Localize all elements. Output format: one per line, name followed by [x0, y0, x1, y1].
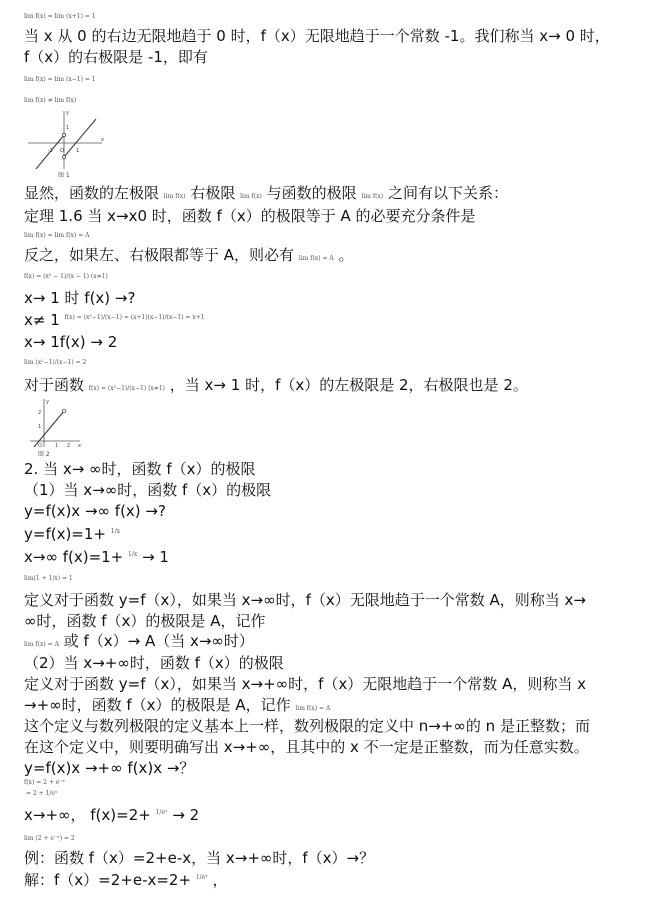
l30-frac: 1/eˣ — [155, 809, 168, 816]
def-limit-infinity-line1: 定义对于函数 y=f（x），如果当 x→∞时，f（x）无限地趋于一个常数 A，则称当 x→ — [24, 591, 586, 609]
fig1-label-neg1: -1 — [48, 148, 53, 154]
l17-frac: 1/x — [110, 528, 121, 535]
para-conversely — [24, 246, 354, 264]
fig2-open-point — [62, 409, 66, 413]
line-x-to-1-question: x→ 1 时 f(x) →? — [24, 289, 136, 307]
line-x-plus-infinity-result — [24, 806, 199, 828]
para-sequence-compare-1: 这个定义与数列极限的定义基本上一样，数列极限的定义中 n→+∞的 n 是正整数；而 — [24, 717, 590, 735]
figure-1-graph — [24, 107, 108, 179]
line-y-fx-infinity: y=f(x)x →∞ f(x) →? — [24, 502, 166, 520]
formula-limit-1-plus-1-over-x: lim(1 + 1/x) = 1 — [24, 575, 73, 582]
para-right-limit-intro: 当 x 从 0 的右边无限地趋于 0 时，f（x）无限地趋于一个常数 -1。我们称当 x→ 0 时， — [24, 27, 610, 45]
l4-text-c: 与函数的极限 — [266, 184, 357, 202]
fig1-label-1a: 1 — [66, 125, 70, 131]
l7-text-b: 。 — [338, 246, 354, 264]
formula-limit-2: lim (x²−1)/(x−1) = 2 — [24, 359, 87, 366]
l18-frac: 1/x — [128, 551, 138, 558]
fig1-label-y: y — [66, 110, 69, 116]
figure-2-graph — [24, 397, 84, 459]
theorem-1-6: 定理 1.6 当 x→x0 时，函数 f（x）的极限等于 A 的必要充分条件是 — [24, 207, 476, 225]
def-limit-plus-infinity-line1: 定义对于函数 y=f（x），如果当 x→+∞时，f（x）无限地趋于一个常数 A，则称当 x — [24, 675, 586, 693]
fig1-open-point-bottom — [62, 155, 65, 158]
def-limit-infinity-notation — [24, 632, 254, 650]
formula-fx-2-plus-1-over-e: = 2 + 1/eˣ — [26, 790, 58, 797]
l30-text-b: → 2 — [172, 806, 200, 824]
fig1-label-1b: 1 — [76, 148, 80, 154]
subsection-1-heading: （1）当 x→∞时，函数 f（x）的极限 — [24, 481, 272, 499]
l7-formula: lim f(x) = A — [298, 255, 334, 262]
def-limit-infinity-line2: ∞时，函数 f（x）的极限是 A，记作 — [24, 612, 266, 630]
fig2-label-x: x — [78, 443, 81, 449]
l13-text-b: ，当 x→ 1 时，f（x）的左极限是 2，右极限也是 2。 — [169, 376, 528, 394]
para-left-right-limit-relation — [24, 184, 508, 202]
l4-text-d: 之间有以下关系： — [387, 184, 508, 202]
fig2-label-y: y — [46, 399, 49, 405]
para-right-limit-value: f（x）的右极限是 -1，即有 — [24, 48, 208, 66]
l4-text-a: 显然，函数的左极限 — [24, 184, 160, 202]
example-solution — [24, 871, 228, 893]
l7-text-a: 反之，如果左、右极限都等于 A，则必有 — [24, 246, 295, 264]
l33-frac: 1/eˣ — [195, 874, 208, 881]
l33-text-a: 解：f（x）=2+e-x=2+ — [24, 871, 192, 889]
fig2-label-1: 1 — [38, 424, 42, 430]
line-y-1-plus-1-over-x — [24, 525, 120, 547]
l10-text: x≠ 1 — [24, 311, 60, 329]
fig2-label-x2: 2 — [67, 443, 71, 449]
l18-text-b: → 1 — [142, 548, 169, 566]
formula-fx-2-plus-e: f(x) = 2 + e⁻ˣ — [24, 779, 66, 786]
l25-text: →+∞时，函数 f（x）的极限是 A，记作 — [24, 696, 291, 714]
fig1-open-point-top — [62, 133, 65, 136]
l10-formula: f(x) = (x²−1)/(x−1) = (x+1)(x−1)/(x−1) = x+1 — [64, 314, 205, 321]
fig2-caption: 图 2 — [38, 451, 50, 458]
l22-formula: lim f(x) = A — [24, 641, 59, 648]
l33-text-b: ， — [212, 871, 228, 889]
subsection-2-heading: （2）当 x→+∞时，函数 f（x）的极限 — [24, 654, 284, 672]
line-x-infinity-limit — [24, 548, 169, 570]
l4-text-b: 右极限 — [190, 184, 236, 202]
fig1-caption: 图 1 — [58, 172, 70, 179]
fig1-label-origin: O — [60, 148, 64, 154]
l13-formula: f(x) = (x²−1)/(x−1) (x≠1) — [88, 385, 165, 392]
formula-limit-not-equal: lim f(x) ≠ lim f(x) — [24, 97, 77, 104]
line-x-not-1 — [24, 311, 205, 333]
l13-text-a: 对于函数 — [24, 376, 85, 394]
def-limit-plus-infinity-line2 — [24, 696, 330, 714]
l4-formula-left: lim f(x) — [163, 193, 186, 200]
l17-text: y=f(x)=1+ — [24, 525, 106, 543]
fig1-label-x: x — [101, 137, 104, 143]
fig2-label-x1: 1 — [55, 443, 59, 449]
l22-text: 或 f（x）→ A（当 x→∞时） — [63, 632, 254, 650]
l25-formula: lim f(x) = A — [295, 705, 331, 712]
section-2-heading: 2. 当 x→ ∞时，函数 f（x）的极限 — [24, 460, 256, 478]
formula-limit-x-minus-1: lim f(x) = lim (x−1) = 1 — [24, 76, 96, 83]
line-y-fx-plus-infinity: y=f(x)x →+∞ f(x)x →？ — [24, 759, 195, 777]
formula-fx-def: f(x) = (x² − 1)/(x − 1) (x≠1) — [24, 273, 108, 280]
line-x-to-1-result: x→ 1f(x) → 2 — [24, 333, 118, 351]
formula-limit-2-plus-e: lim (2 + e⁻ˣ) = 2 — [24, 835, 75, 842]
fig2-label-origin: O — [38, 443, 42, 449]
l30-text-a: x→+∞， f(x)=2+ — [24, 806, 151, 824]
l4-formula-right: lim f(x) — [240, 193, 262, 200]
formula-right-limit-x-plus-1: lim f(x) = lim (x+1) = 1 — [24, 13, 96, 20]
example-question: 例：函数 f（x）=2+e-x，当 x→+∞时，f（x）→？ — [24, 849, 375, 867]
fig2-label-2: 2 — [38, 410, 42, 416]
l18-text-a: x→∞ f(x)=1+ — [24, 548, 124, 566]
l4-formula-limit: lim f(x) — [361, 193, 384, 200]
para-sequence-compare-2: 在这个定义中，则要明确写出 x→+∞，且其中的 x 不一定是正整数，而为任意实数。 — [24, 738, 589, 756]
para-left-right-limit-2 — [24, 376, 528, 394]
formula-theorem-condition: lim f(x) = lim f(x) = A — [24, 232, 90, 239]
